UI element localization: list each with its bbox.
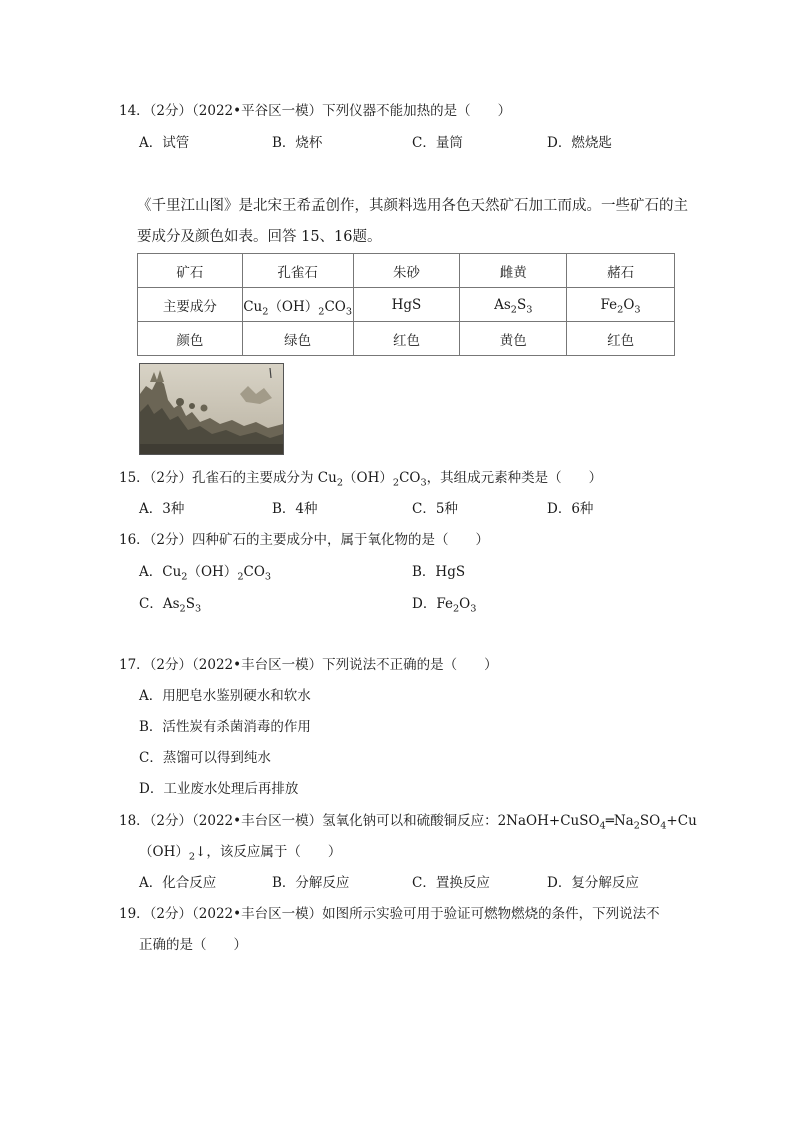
q18-stem-line-1: 18．（2分）（2022•丰台区一模）氢氧化钠可以和硫酸铜反应：$2NaOH+CuSO_4═Na_2SO_4+Cu$ [119,813,697,832]
minerals-table [137,253,675,356]
q15-option-a: A．3种 [139,501,185,517]
table-row [138,288,675,322]
q18-option-d: D．复分解反应 [547,875,639,891]
q17-option-d: D．工业废水处理后再排放 [139,781,299,797]
q15-option-d: D．6种 [547,501,594,517]
table-cell: 绿色 [242,322,353,356]
table-header-cell: 矿石 [138,254,243,288]
q15-stem-after: ，其组成元素种类是（ ） [426,470,603,486]
q16-option-d: D．$Fe_2O_3$ [412,596,477,615]
table-cell: 颜色 [138,322,243,356]
q18-option-c: C．置换反应 [412,875,490,891]
formula-hematite: $Fe_2O_3$ [567,288,675,322]
q19-stem-line-2: 正确的是（ ） [139,937,247,953]
table-row [138,322,675,356]
q18-stem-line-2: $(OH)_2↓$，该反应属于（ ） [139,844,342,863]
q15-stem-before: 15．（2分）孔雀石的主要成分为 Cu [119,470,337,486]
q16-option-d-label: D．Fe [412,596,453,612]
landscape-painting-image [139,363,284,455]
q16-option-a: A．$Cu_2(OH)_2CO_3$ [139,564,272,583]
q16-option-b: B．HgS [412,564,466,580]
table-header-cell: 朱砂 [353,254,460,288]
formula-cinnabar: HgS [353,288,460,322]
q19-stem-line-1: 19．（2分）（2022•丰台区一模）如图所示实验可用于验证可燃物燃烧的条件，下列说法不 [119,906,660,922]
q15-stem: 15．（2分）孔雀石的主要成分为 $Cu_2(OH)_2CO_3$，其组成元素种类是（ ） [119,470,603,489]
table-header-cell: 孔雀石 [242,254,353,288]
table-cell: 黄色 [460,322,567,356]
q15-option-c: C．5种 [412,501,458,517]
q18-option-a: A．化合反应 [139,875,217,891]
q16-stem: 16．（2分）四种矿石的主要成分中，属于氧化物的是（ ） [119,532,490,548]
table-row [138,254,675,288]
formula-orpiment: $As_2S_3$ [460,288,567,322]
q16-option-a-label: A．Cu [139,564,182,580]
q18-stem-after: ↓，该反应属于（ ） [195,844,342,860]
q18-option-b: B．分解反应 [272,875,350,891]
q18-stem-part1: 18．（2分）（2022•丰台区一模）氢氧化钠可以和硫酸铜反应：2NaOH+CuSO [119,813,600,829]
table-header-cell: 赭石 [567,254,675,288]
q14-stem: 14．（2分）（2022•平谷区一模）下列仪器不能加热的是（ ） [119,103,512,119]
passage-line-2: 要成分及颜色如表。回答 15、16题。 [137,229,382,245]
q16-option-c: C．$As_2S_3$ [139,596,202,615]
q17-option-a: A．用肥皂水鉴别硬水和软水 [139,688,311,704]
q17-option-c: C．蒸馏可以得到纯水 [139,750,271,766]
table-cell: 红色 [567,322,675,356]
q14-option-c: C．量筒 [412,135,463,151]
q15-option-b: B．4种 [272,501,318,517]
table-cell: 红色 [353,322,460,356]
q16-option-c-label: C．As [139,596,180,612]
q14-option-d: D．燃烧匙 [547,135,612,151]
formula-malachite: $Cu_2(OH)_2CO_3$ [242,288,353,322]
q14-option-a: A．试管 [139,135,190,151]
passage-line-1: 《千里江山图》是北宋王希孟创作，其颜料选用各色天然矿石加工而成。一些矿石的主 [137,198,688,214]
q17-stem: 17．（2分）（2022•丰台区一模）下列说法不正确的是（ ） [119,657,498,673]
q14-option-b: B．烧杯 [272,135,323,151]
table-cell: 主要成分 [138,288,243,322]
q17-option-b: B．活性炭有杀菌消毒的作用 [139,719,311,735]
table-header-cell: 雌黄 [460,254,567,288]
